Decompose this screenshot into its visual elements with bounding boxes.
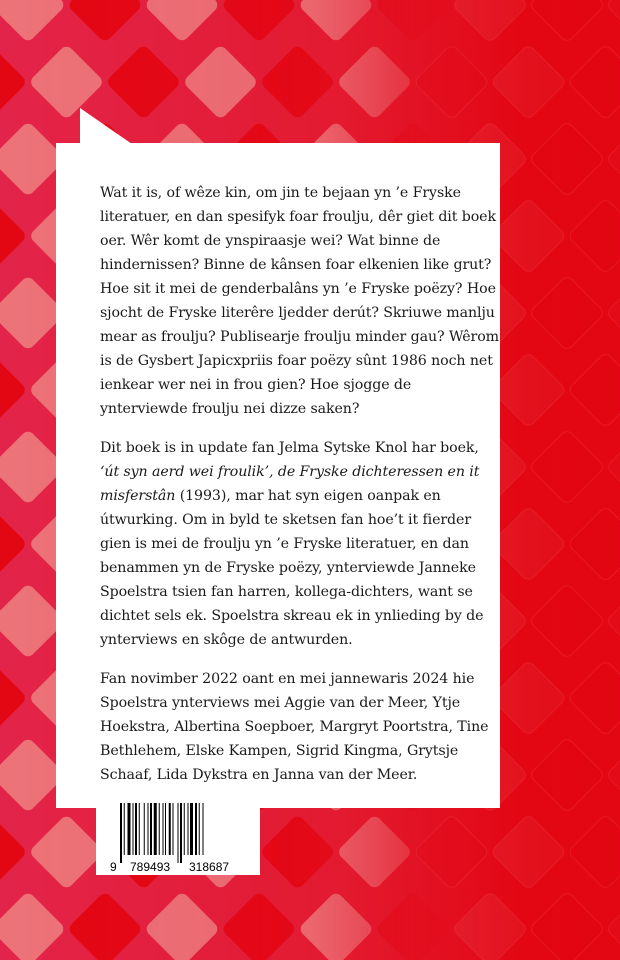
blurb-text [100,181,500,802]
blurb-paragraph-1: Wat it is, of wêze kin, om jin te bejaan yn ’e Fryske literatuer, en dan spesifyk foar froulju, dêr giet dit boek oer. Wêr komt de ynspiraasje wei? Wat binne de hindernissen? Binne de kânsen foar elkenien like grut? Hoe sit it mei de genderbalâns yn ’e Fryske poëzy? Hoe sjocht de Fryske literêre ljedder derút? Skriuwe manlju mear as froulju? Publisearje froulju minder gau? Wêrom is de Gysbert Japicxpriis foar poëzy sûnt 1986 noch net ienkear wer nei in frou gien? Hoe sjogge de ynterviewde froulju nei dizze saken? [100,185,499,417]
barcode-bars-icon [96,803,260,875]
barcode-group-1: 789493 [130,860,171,874]
paragraph-2-intro: Dit boek is in update fan Jelma Sytske Knol har boek, [100,440,479,456]
barcode-group-2: 318687 [189,860,230,874]
blurb-paragraph-3: Fan novimber 2022 oant en mei jannewaris 2024 hie Spoelstra ynterviews mei Aggie van der Meer, Ytje Hoekstra, Albertina Soepboer, Margryt Poortstra, Tine Bethlehem, Elske Kampen, Sigrid Kingma, Grytsje Schaaf, Lida Dykstra en Janna van der Meer. [100,671,489,783]
blurb-paragraph-2 [100,436,500,652]
isbn-barcode [96,803,260,875]
paragraph-2-body: (1993), mar hat syn eigen oanpak en útwurking. Om in byld te sketsen fan hoe’t it fierder gien is mei de froulju yn ’e Fryske literatuer, en dan benammen yn de Fryske poëzy, ynterviewde Janneke Spoelstra tsien fan harren, kollega-dichters, want se dichtet sels ek. Spoelstra skreau ek in ynlieding by de ynterviews en skôge de antwurden. [100,488,484,648]
barcode-lead-digit: 9 [110,860,117,874]
blurb-card [56,143,500,808]
cited-book-title: ‘út syn aerd wei froulik’, de Fryske dichteressen en it misferstân [100,464,480,504]
